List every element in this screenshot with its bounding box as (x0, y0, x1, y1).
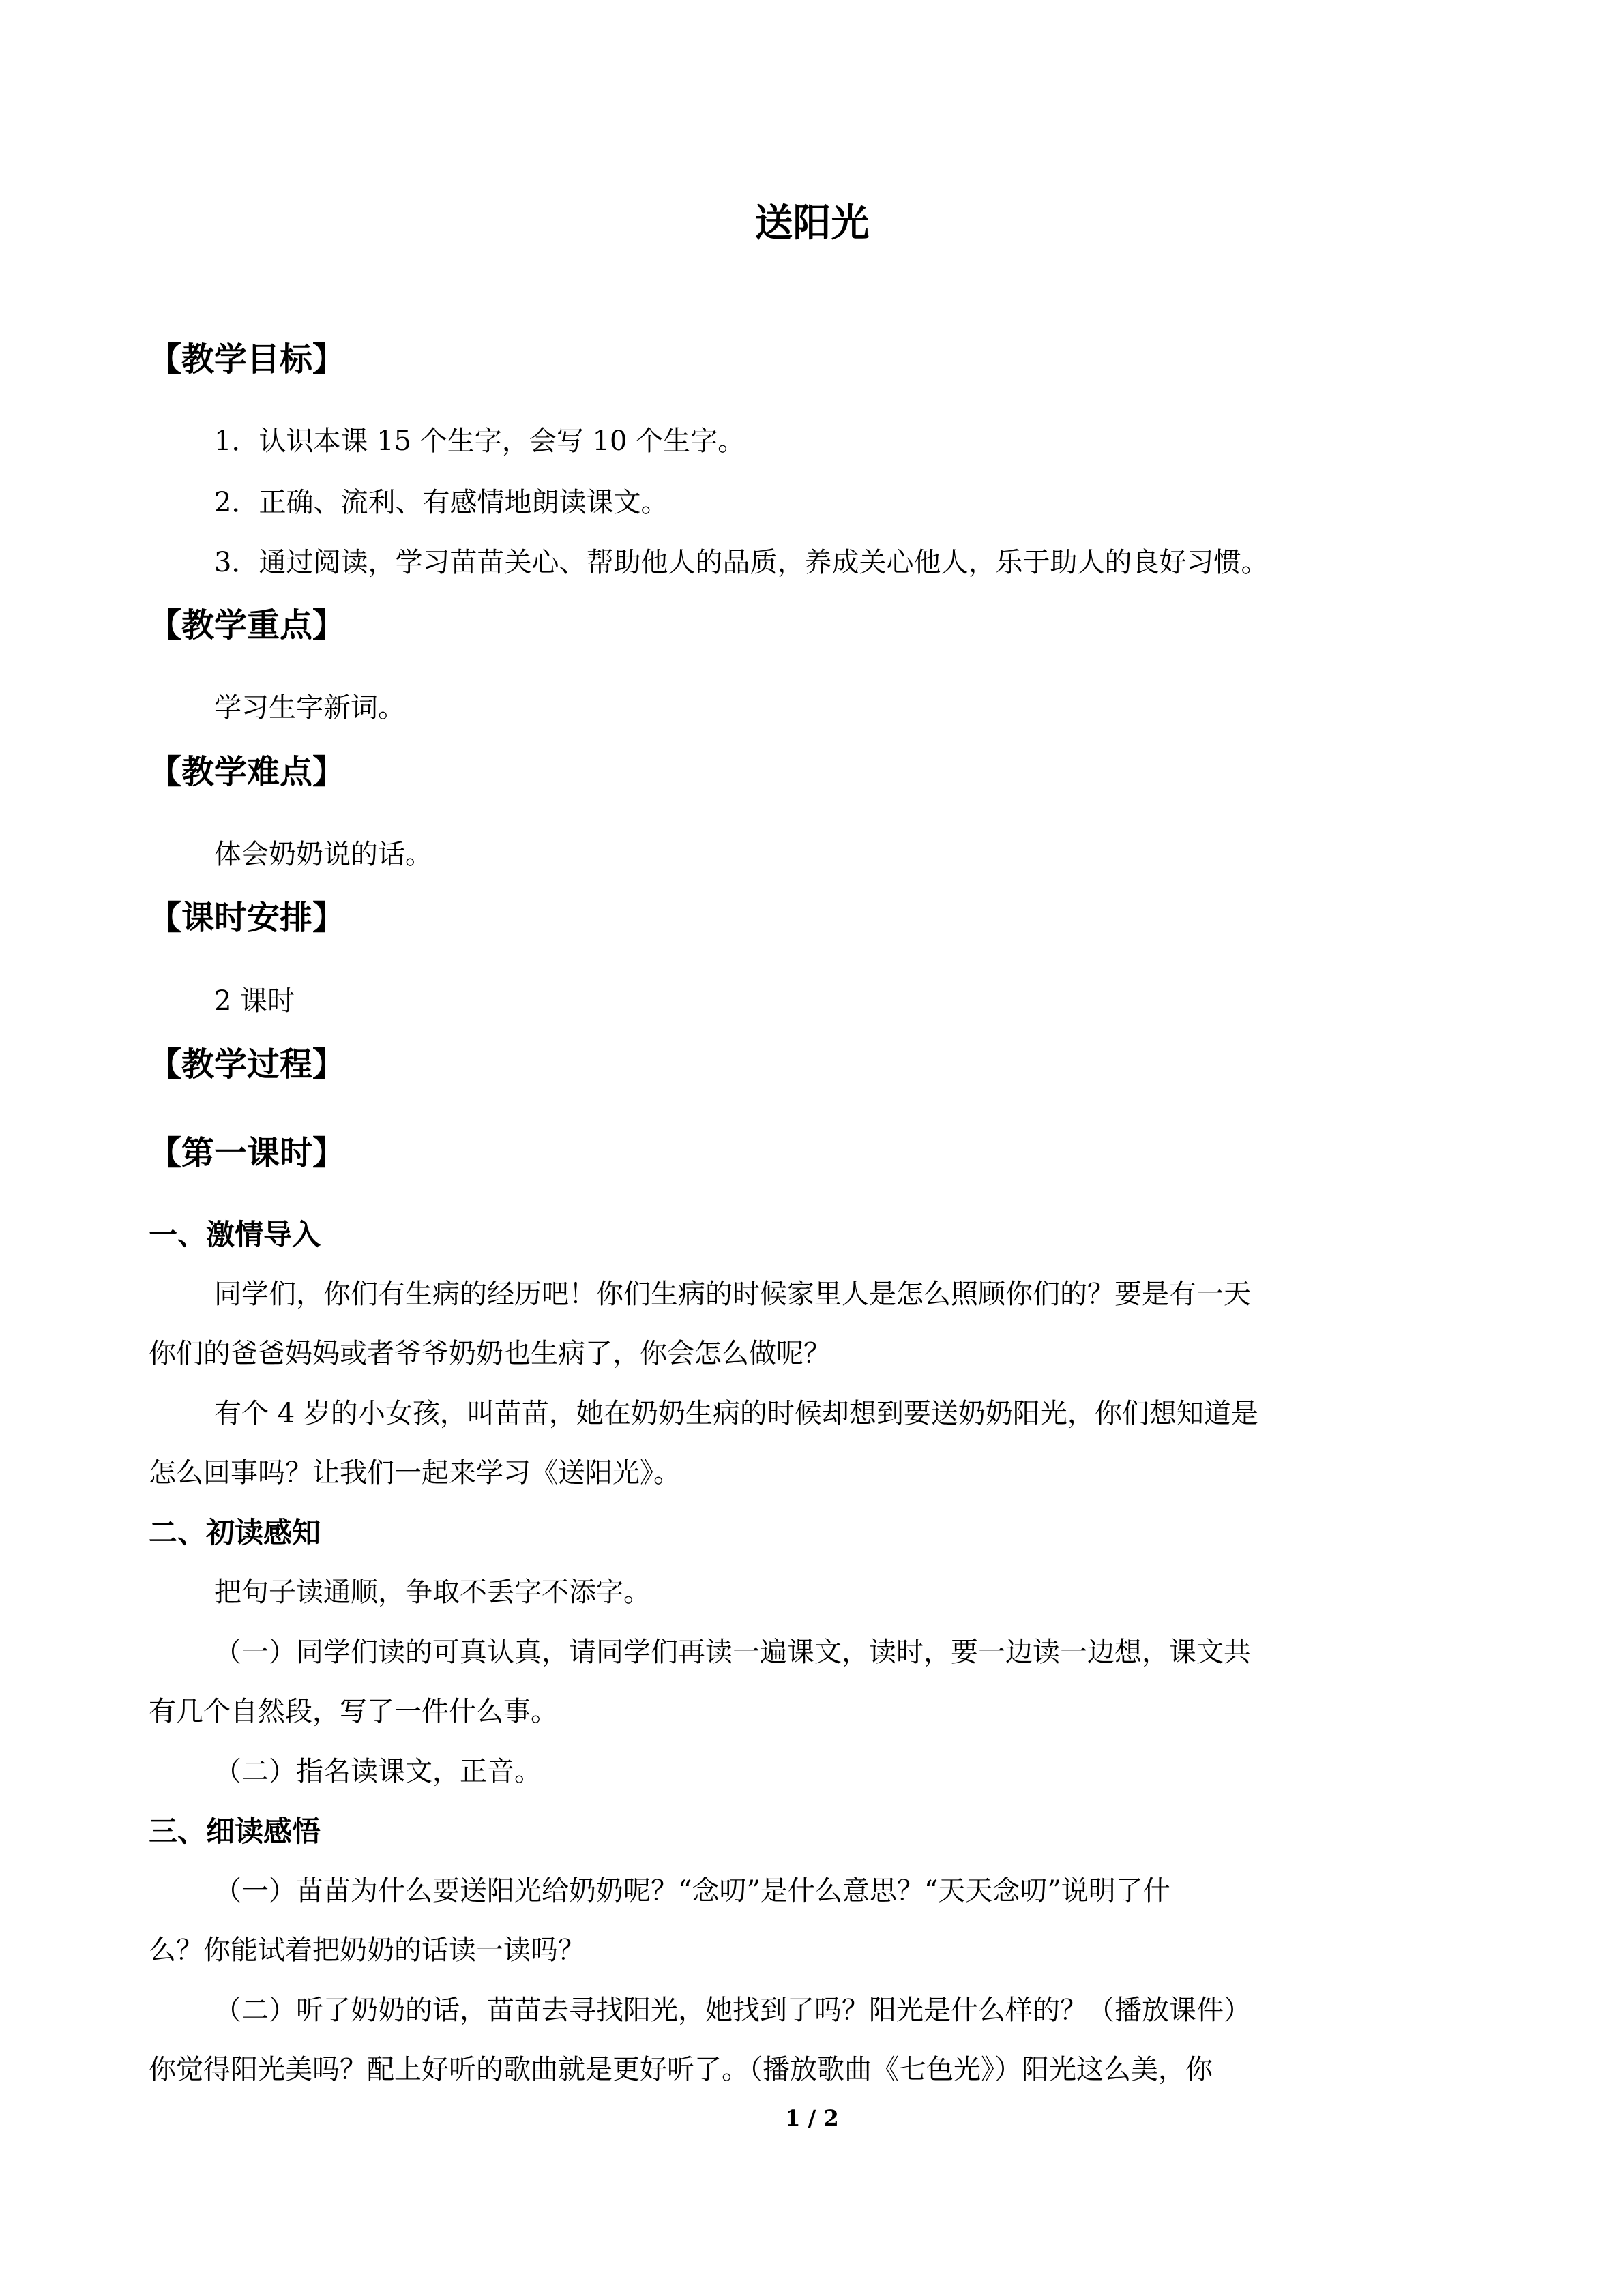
difficulties-text: 体会奶奶说的话。 (214, 839, 432, 870)
part3-heading: 三、细读感悟 (149, 1815, 321, 1848)
part1-line-3: 有个 4 岁的小女孩，叫苗苗，她在奶奶生病的时候却想到要送奶奶阳光，你们想知道是 (214, 1398, 1258, 1429)
part3-line-3: （二）听了奶奶的话，苗苗去寻找阳光，她找到了吗？阳光是什么样的？（播放课件） (214, 1995, 1251, 2026)
part1-heading: 一、激情导入 (149, 1218, 321, 1251)
section-heading-key-points: 【教学重点】 (149, 606, 346, 644)
goal-item-1: 1．认识本课 15 个生字，会写 10 个生字。 (214, 426, 745, 457)
document-title: 送阳光 (754, 201, 870, 245)
part1-line-4: 怎么回事吗？让我们一起来学习《送阳光》。 (149, 1457, 681, 1489)
part2-line-1: 把句子读通顺，争取不丢字不添字。 (214, 1577, 651, 1608)
section-heading-schedule: 【课时安排】 (149, 899, 346, 937)
page-number: 1 / 2 (785, 2105, 839, 2131)
section-heading-lesson1: 【第一课时】 (149, 1134, 346, 1172)
part2-heading: 二、初读感知 (149, 1516, 321, 1549)
key-points-text: 学习生字新词。 (214, 692, 405, 724)
part1-line-1: 同学们，你们有生病的经历吧！你们生病的时候家里人是怎么照顾你们的？要是有一天 (214, 1279, 1251, 1310)
goal-item-2: 2．正确、流利、有感情地朗读课文。 (214, 487, 668, 518)
part3-line-4: 你觉得阳光美吗？配上好听的歌曲就是更好听了。（播放歌曲《七色光》）阳光这么美，你 (149, 2054, 1213, 2085)
part1-line-2: 你们的爸爸妈妈或者爷爷奶奶也生病了，你会怎么做呢？ (149, 1338, 831, 1369)
part2-line-2: （一）同学们读的可真认真，请同学们再读一遍课文，读时，要一边读一边想，课文共 (214, 1637, 1251, 1668)
part2-line-4: （二）指名读课文，正音。 (214, 1756, 542, 1787)
section-heading-difficulties: 【教学难点】 (149, 753, 346, 791)
schedule-text: 2 课时 (214, 985, 295, 1017)
part3-line-2: 么？你能试着把奶奶的话读一读吗？ (149, 1935, 585, 1966)
goal-item-3: 3．通过阅读，学习苗苗关心、帮助他人的品质，养成关心他人，乐于助人的良好习惯。 (214, 547, 1269, 578)
section-heading-process: 【教学过程】 (149, 1045, 346, 1084)
part2-line-3: 有几个自然段，写了一件什么事。 (149, 1696, 558, 1727)
section-heading-goals: 【教学目标】 (149, 340, 346, 378)
part3-line-1: （一）苗苗为什么要送阳光给奶奶呢？“念叨”是什么意思？“天天念叨”说明了什 (214, 1875, 1170, 1907)
